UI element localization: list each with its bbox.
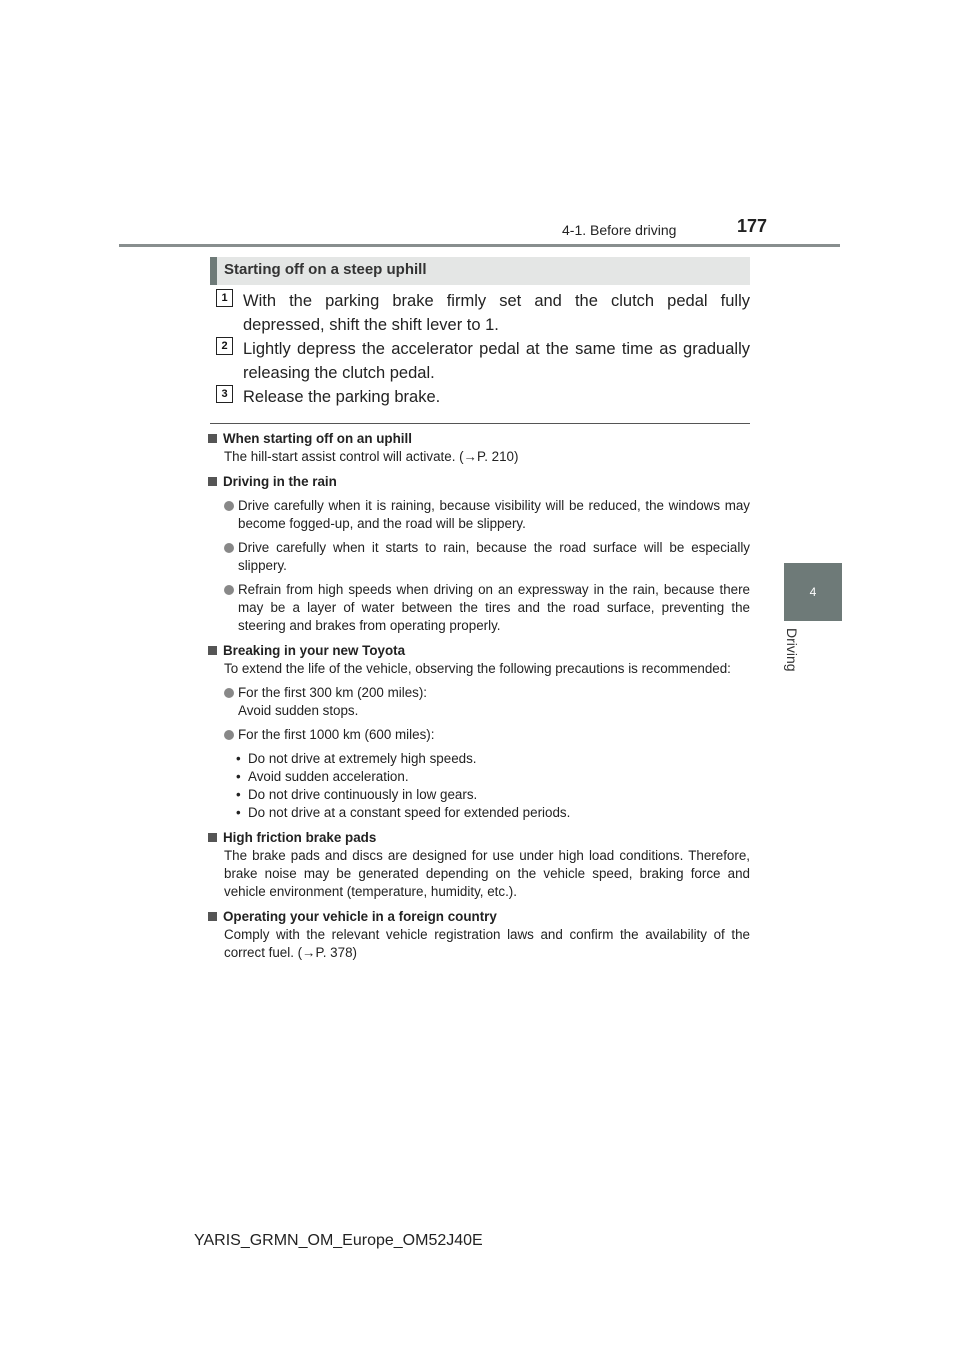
header-rule (119, 244, 840, 247)
bullet-dot-icon (224, 585, 234, 595)
section-heading-bar (210, 257, 217, 285)
step-1 (216, 289, 750, 337)
step-3-text: Release the parking brake. (243, 388, 441, 406)
list-item: For the first 1000 km (600 miles): (224, 726, 750, 744)
note-breakin (208, 642, 750, 822)
note-text: The brake pads and discs are designed for use under high load conditions. Therefore, brake noise may be generated depending on the vehicle speed, braking force and vehicle environment (temperature, humidity, etc.). (224, 848, 750, 899)
section-divider (210, 423, 750, 424)
sub-list-item: • Do not drive continuously in low gears. (236, 787, 478, 802)
bullet-dot-icon (224, 730, 234, 740)
square-bullet-icon (208, 434, 217, 443)
note-brakes (208, 829, 750, 901)
step-2 (216, 337, 750, 385)
note-rain (208, 473, 750, 635)
note-title: When starting off on an uphill (223, 431, 412, 446)
list-item: Drive carefully when it starts to rain, because the road surface will be especially slippery. (224, 539, 750, 575)
list-item: For the first 300 km (200 miles): Avoid sudden stops. (224, 684, 750, 720)
chapter-tab-number: 4 (809, 585, 817, 599)
list-item: Refrain from high speeds when driving on an expressway in the rain, because there may be a layer of water between the tires and the road surface, preventing the steering and brakes from operating properly. (224, 581, 750, 635)
note-title: Driving in the rain (223, 474, 337, 489)
note-title: Operating your vehicle in a foreign country (223, 909, 497, 924)
note-uphill (208, 430, 750, 466)
sub-list-item: • Do not drive at extremely high speeds. (236, 751, 477, 766)
step-2-number: 2 (216, 337, 233, 355)
page-number: 177 (737, 216, 768, 236)
notes-block (208, 430, 750, 969)
step-3 (216, 385, 750, 409)
note-title: High friction brake pads (223, 830, 377, 845)
step-1-number: 1 (216, 289, 233, 307)
chapter-tab-label (784, 628, 804, 678)
note-text: Comply with the relevant vehicle registration laws and confirm the availability of the correct fuel. (→P. 378) (224, 927, 750, 960)
bullet-dot-icon (224, 501, 234, 511)
sub-list-item: • Do not drive at a constant speed for extended periods. (236, 805, 571, 820)
bullet-dot-icon (224, 688, 234, 698)
bullet-dot-icon (224, 543, 234, 553)
chapter-tab-label-text: Driving (784, 628, 800, 672)
note-text: To extend the life of the vehicle, observing the following precautions is recommended: (224, 661, 731, 676)
note-text: The hill-start assist control will activate. (→P. 210) (224, 449, 519, 464)
step-1-text: With the parking brake firmly set and the clutch pedal fully depressed, shift the shift lever to 1. (243, 292, 750, 334)
section-heading-text: Starting off on a steep uphill (224, 261, 427, 278)
sub-list-item: • Avoid sudden acceleration. (236, 769, 409, 784)
square-bullet-icon (208, 646, 217, 655)
square-bullet-icon (208, 912, 217, 921)
step-2-text: Lightly depress the accelerator pedal at the same time as gradually releasing the clutch pedal. (243, 340, 750, 382)
square-bullet-icon (208, 477, 217, 486)
square-bullet-icon (208, 833, 217, 842)
sub-list (236, 750, 750, 822)
header-section-title: 4-1. Before driving (562, 222, 677, 238)
note-title: Breaking in your new Toyota (223, 643, 406, 658)
section-heading (210, 257, 750, 285)
note-foreign (208, 908, 750, 962)
step-3-number: 3 (216, 385, 233, 403)
footer-document-code: YARIS_GRMN_OM_Europe_OM52J40E (194, 1232, 483, 1249)
list-item: Drive carefully when it is raining, because visibility will be reduced, the windows may become fogged-up, and the road will be slippery. (224, 497, 750, 533)
